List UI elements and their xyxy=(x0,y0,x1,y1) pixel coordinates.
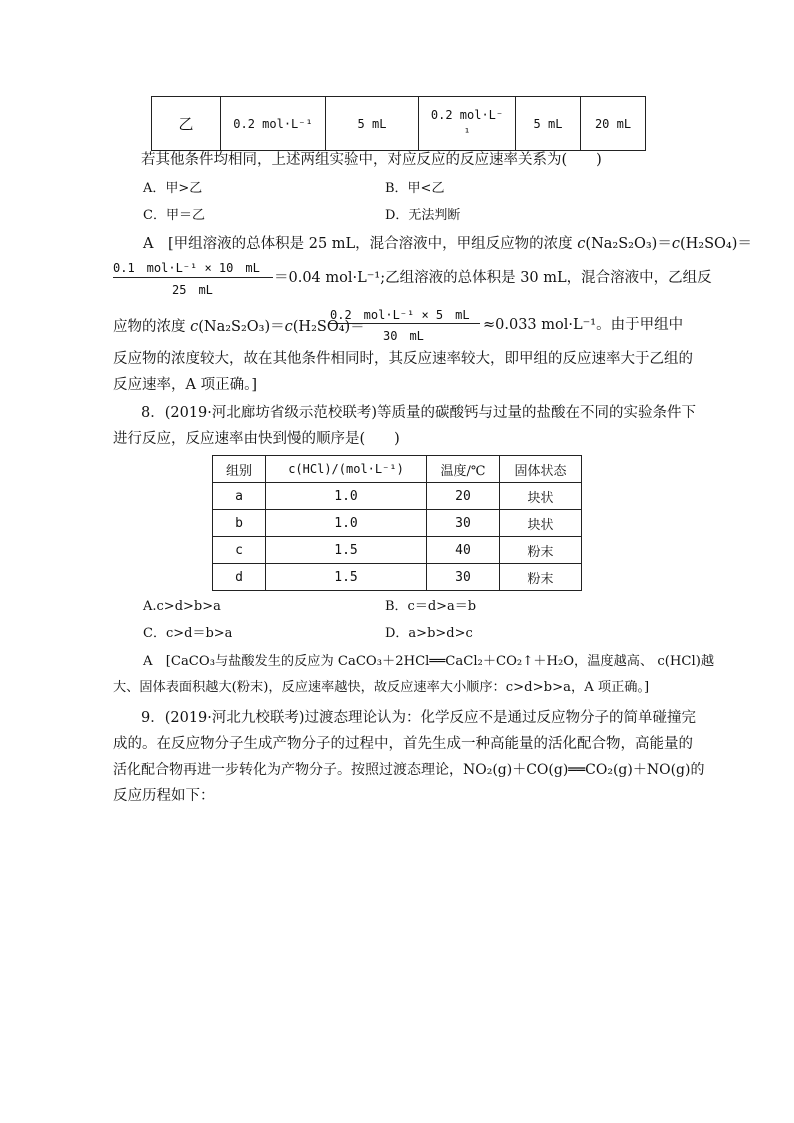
table-row xyxy=(213,537,582,564)
column-header: 固体状态 xyxy=(500,456,582,483)
answer-text: 应物的浓度 xyxy=(113,319,186,335)
formula-text: (H₂SO₄)＝ xyxy=(292,319,365,335)
table-cell: 1.5 xyxy=(266,537,427,564)
table-cell: 20 xyxy=(427,483,500,510)
q9-line4: 反应历程如下： xyxy=(113,788,215,804)
q8-stem-line1: 8．(2019·河北廊坊省级示范校联考)等质量的碳酸钙与过量的盐酸在不同的实验条件下 xyxy=(141,405,697,421)
cell-line: ¹ xyxy=(463,125,471,139)
q9-line1: 9．(2019·河北九校联考)过渡态理论认为：化学反应不是通过反应物分子的简单碰撞完 xyxy=(141,710,697,726)
answer-text: c(HCl)越 xyxy=(657,654,715,669)
table-cell: 30 xyxy=(427,510,500,537)
table-cell: 粉末 xyxy=(500,537,582,564)
table-cell: 1.5 xyxy=(266,564,427,591)
table-cell: a xyxy=(213,483,266,510)
fraction1-denominator: 25 mL xyxy=(172,283,213,297)
q8-option-b: B．c＝d>a＝b xyxy=(385,599,477,614)
formula-text: (H₂SO₄)＝ xyxy=(679,236,752,252)
group-cell: 乙 xyxy=(152,97,221,151)
q8-answer-line2: 大、固体表面积越大(粉末)，反应速率越快，故反应速率大小顺序：c>d>b>a，A 项正确。] xyxy=(113,680,650,695)
q7-option-d: D．无法判断 xyxy=(385,208,461,223)
table-cell: 40 xyxy=(427,537,500,564)
formula-text: (Na₂S₂O₃)＝ xyxy=(198,319,285,335)
fraction2-numerator: 0.2 mol·L⁻¹ × 5 mL xyxy=(330,308,470,322)
concentration-symbol: c xyxy=(577,236,586,252)
column-header: 组别 xyxy=(213,456,266,483)
table-cell: 粉末 xyxy=(500,564,582,591)
concentration-symbol: c xyxy=(671,236,680,252)
q9-line2: 成的。在反应物分子生成产物分子的过程中，首先生成一种高能量的活化配合物，高能量的 xyxy=(113,736,693,752)
table-cell: c xyxy=(213,537,266,564)
answer-text: A [CaCO₃与盐酸发生的反应为 CaCO₃＋2HCl══CaCl₂＋CO₂↑＋H₂O，温度越高、 xyxy=(143,654,654,669)
table-cell: 块状 xyxy=(500,510,582,537)
concentration-symbol: c xyxy=(284,319,293,335)
q7-answer-line3 xyxy=(113,317,365,337)
table-cell: 0.2 mol·L⁻¹ xyxy=(221,97,326,151)
fraction1-numerator: 0.1 mol·L⁻¹ × 10 mL xyxy=(113,261,260,275)
table-cell: 1.0 xyxy=(266,483,427,510)
q7-stem: 若其他条件均相同，上述两组实验中，对应反应的反应速率关系为( ) xyxy=(141,152,602,168)
fraction1-bar xyxy=(113,277,273,278)
q7-answer-line4: 反应物的浓度较大，故在其他条件相同时，其反应速率较大，即甲组的反应速率大于乙组的 xyxy=(113,351,693,367)
column-header: c(HCl)/(mol·L⁻¹) xyxy=(266,456,427,483)
q8-option-c: C．c>d＝b>a xyxy=(143,626,233,641)
concentration-symbol: c xyxy=(190,319,199,335)
q8-option-a: A.c>d>b>a xyxy=(143,599,221,614)
answer-text: A [甲组溶液的总体积是 25 mL，混合溶液中，甲组反应物的浓度 xyxy=(143,236,573,252)
table-row xyxy=(152,97,646,151)
q7-option-a: A．甲>乙 xyxy=(143,181,203,196)
table-cell: 块状 xyxy=(500,483,582,510)
table-cell: 30 xyxy=(427,564,500,591)
table-cell: 20 mL xyxy=(581,97,646,151)
table-cell xyxy=(419,97,516,151)
table-cell: 1.0 xyxy=(266,510,427,537)
q7-answer-line2: ＝0.04 mol·L⁻¹;乙组溶液的总体积是 30 mL，混合溶液中，乙组反 xyxy=(274,270,712,286)
q7-answer-line5: 反应速率，A 项正确。] xyxy=(113,377,257,393)
table-cell: 5 mL xyxy=(326,97,419,151)
concentration-table-partial xyxy=(151,96,646,151)
q7-answer-line1 xyxy=(143,234,752,254)
q8-option-d: D．a>b>d>c xyxy=(385,626,473,641)
q8-answer-line1 xyxy=(143,652,714,672)
table-cell: 5 mL xyxy=(516,97,581,151)
q8-stem-line2: 进行反应，反应速率由快到慢的顺序是( ) xyxy=(113,431,400,447)
q9-line3: 活化配合物再进一步转化为产物分子。按照过渡态理论，NO₂(g)＋CO(g)══CO₂(g)＋NO(g)的 xyxy=(113,762,705,778)
cell-line: 0.2 mol·L⁻ xyxy=(430,107,504,122)
formula-text: (Na₂S₂O₃)＝ xyxy=(585,236,672,252)
table-row xyxy=(213,564,582,591)
q7-answer-line3b: ≈0.033 mol·L⁻¹。由于甲组中 xyxy=(483,317,684,333)
table-cell: d xyxy=(213,564,266,591)
q7-option-b: B．甲<乙 xyxy=(385,181,445,196)
table-row xyxy=(213,510,582,537)
column-header: 温度/℃ xyxy=(427,456,500,483)
fraction2-bar xyxy=(328,323,480,324)
q8-conditions-table xyxy=(212,455,582,591)
table-row xyxy=(213,483,582,510)
table-header-row xyxy=(213,456,582,483)
q7-option-c: C．甲＝乙 xyxy=(143,208,205,223)
fraction2-denominator: 30 mL xyxy=(383,329,424,343)
table-cell: b xyxy=(213,510,266,537)
